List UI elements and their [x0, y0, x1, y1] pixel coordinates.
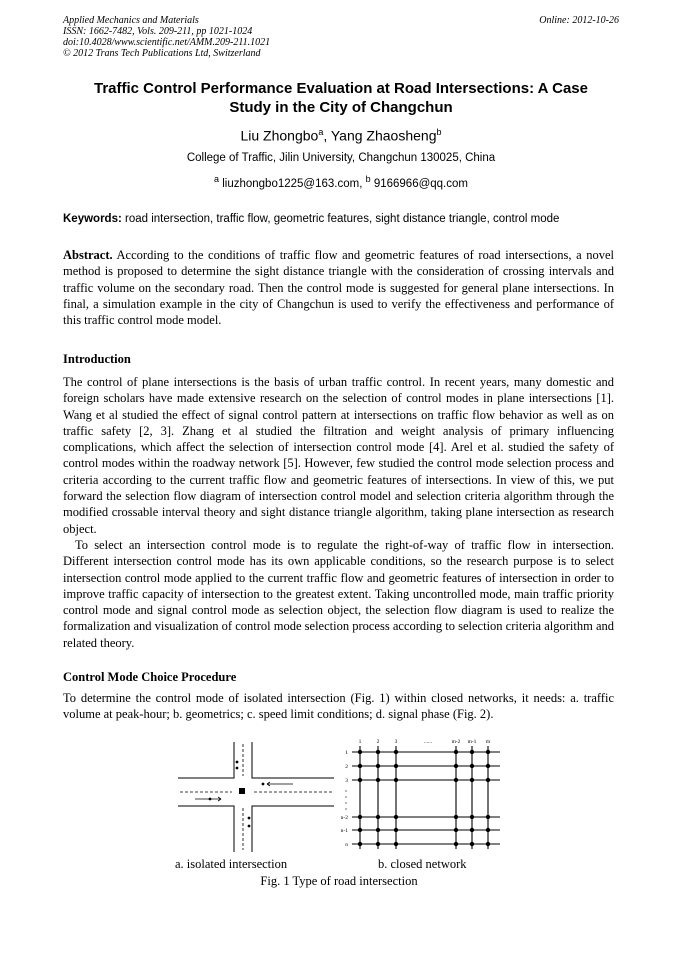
network-node	[470, 842, 474, 846]
network-node	[470, 778, 474, 782]
network-node	[470, 828, 474, 832]
procedure-heading: Control Mode Choice Procedure	[63, 670, 237, 684]
author-2: Yang Zhaosheng	[330, 127, 437, 144]
network-ellipsis-dot	[345, 808, 346, 809]
network-row-label: 2	[345, 764, 348, 770]
network-node	[454, 828, 458, 832]
network-col-label: m	[485, 739, 491, 745]
network-node	[394, 815, 398, 819]
title-line-2: Study in the City of Changchun	[229, 99, 453, 116]
network-col-label: m-1	[467, 739, 477, 745]
network-node	[486, 764, 490, 768]
network-node	[358, 815, 362, 819]
author-1: Liu Zhongbo	[240, 127, 319, 144]
network-col-label: m-2	[451, 739, 461, 745]
email-a: liuzhongbo1225@163.com,	[219, 177, 366, 190]
network-node	[486, 828, 490, 832]
keywords	[63, 212, 619, 226]
network-node	[486, 842, 490, 846]
keywords-text: road intersection, traffic flow, geometric features, sight distance triangle, control mode	[121, 213, 560, 225]
network-node	[394, 778, 398, 782]
email-a-sup: a	[214, 174, 220, 184]
network-ellipsis-dot	[345, 790, 346, 791]
copyright-line: © 2012 Trans Tech Publications Ltd, Switzerland	[63, 48, 261, 59]
email-b-sup: b	[365, 174, 371, 184]
online-date: Online: 2012-10-26	[539, 15, 619, 26]
network-node	[470, 815, 474, 819]
network-node	[358, 778, 362, 782]
abstract	[63, 247, 614, 328]
network-row-label: 3	[345, 778, 348, 784]
emails	[63, 172, 619, 191]
network-node	[358, 764, 362, 768]
network-node	[394, 764, 398, 768]
paper-title	[63, 79, 619, 117]
email-b: 9166966@qq.com	[370, 177, 468, 190]
network-node	[376, 815, 380, 819]
closed-network-diagram	[340, 735, 502, 850]
network-row-label: n-1	[340, 828, 348, 834]
network-node	[358, 750, 362, 754]
journal-header	[63, 15, 619, 59]
network-node	[358, 828, 362, 832]
procedure-paragraph: To determine the control mode of isolated intersection (Fig. 1) within closed networks, it needs: a. traffic volume at peak-hour; b. geometrics; c. speed limit conditions; d. signal phase (Fig. 2).	[63, 691, 614, 722]
authors	[63, 123, 619, 145]
network-col-label: 2	[376, 739, 380, 745]
introduction-paragraph-1: The control of plane intersections is the basis of urban traffic control. In recent years, many domestic and foreign scholars have made extensive research on the selection of control modes in plane intersections [1]. Wang et al studied the effect of signal control pattern at intersections on traffic flow behavior as well as on traffic safety [2, 3]. Zhang et al studied the filtration and weight analysis of primary influencing complications, which affect the selection of intersection control mode [4]. Arel et al. studied the safety of control modes within the roadway network [5]. However, few studied the control mode selection process and criteria according to the current traffic flow and geometric features of intersections. In view of this, we put forward the selection flow diagram of intersection control model and selection criteria algorithm through the modified crossable interval theory and sight distance triangle algorithm, taking plane intersection as research object.	[63, 375, 614, 536]
journal-name: Applied Mechanics and Materials	[63, 15, 199, 26]
network-row-label: n	[345, 842, 348, 848]
network-node	[376, 778, 380, 782]
doi-line: doi:10.4028/www.scientific.net/AMM.209-211.1021	[63, 37, 271, 48]
figure-caption-b: b. closed network	[378, 857, 467, 871]
network-node	[454, 764, 458, 768]
author-1-sup: a	[318, 127, 324, 137]
issn-line: ISSN: 1662-7482, Vols. 209-211, pp 1021-1024	[63, 26, 253, 37]
isolated-intersection-diagram	[175, 742, 337, 852]
introduction-heading: Introduction	[63, 352, 131, 366]
network-node	[454, 815, 458, 819]
network-node	[454, 842, 458, 846]
network-node	[486, 778, 490, 782]
figure-caption: Fig. 1 Type of road intersection	[260, 874, 418, 888]
network-node	[376, 842, 380, 846]
abstract-text: According to the conditions of traffic flow and geometric features of road intersections, a novel method is proposed to determine the sight distance triangle with the consideration of crossing intervals and traffic volume on the secondary road. Then the control mode is suggested for general plane intersections. In final, a simulation example in the city of Changchun is used to verify the effectiveness and performance of this traffic control mode model.	[63, 248, 614, 328]
network-node	[394, 750, 398, 754]
network-node	[394, 828, 398, 832]
keywords-label: Keywords:	[63, 213, 122, 225]
network-node	[486, 815, 490, 819]
network-ellipsis-dot	[345, 802, 346, 803]
network-node	[454, 750, 458, 754]
title-line-1: Traffic Control Performance Evaluation at Road Intersections: A Case	[93, 80, 588, 97]
network-row-label: 1	[345, 750, 348, 756]
affiliation: College of Traffic, Jilin University, Changchun 130025, China	[186, 152, 496, 164]
network-node	[358, 842, 362, 846]
abstract-label: Abstract.	[63, 248, 113, 262]
network-node	[394, 842, 398, 846]
author-separator: ,	[323, 127, 331, 144]
network-node	[470, 764, 474, 768]
network-node	[454, 778, 458, 782]
network-node	[470, 750, 474, 754]
network-node	[376, 750, 380, 754]
network-col-label: 1	[358, 739, 362, 745]
network-col-label: ......	[423, 739, 433, 745]
author-2-sup: b	[436, 127, 442, 137]
introduction-body	[63, 374, 614, 651]
network-ellipsis-dot	[345, 796, 346, 797]
network-node	[486, 750, 490, 754]
network-row-label: n-2	[340, 815, 348, 821]
network-node	[376, 764, 380, 768]
introduction-paragraph-2: To select an intersection control mode is to regulate the right-of-way of traffic flow in intersection. Different intersection control mode has its own applicable conditions, so the research purpose is to select intersection control mode applied to the current traffic flow and geometric features of intersection in order to improve traffic capacity of intersection to the greatest extent. Taking uncontrolled mode, main traffic priority control mode and signal control mode as selection object, the selection flow diagram is used to realize the formalization and visualization of control mode selection process according to selection criteria algorithm and related theory.	[63, 537, 614, 650]
figure-caption-a: a. isolated intersection	[175, 857, 288, 871]
network-col-label: 3	[394, 739, 398, 745]
network-node	[376, 828, 380, 832]
